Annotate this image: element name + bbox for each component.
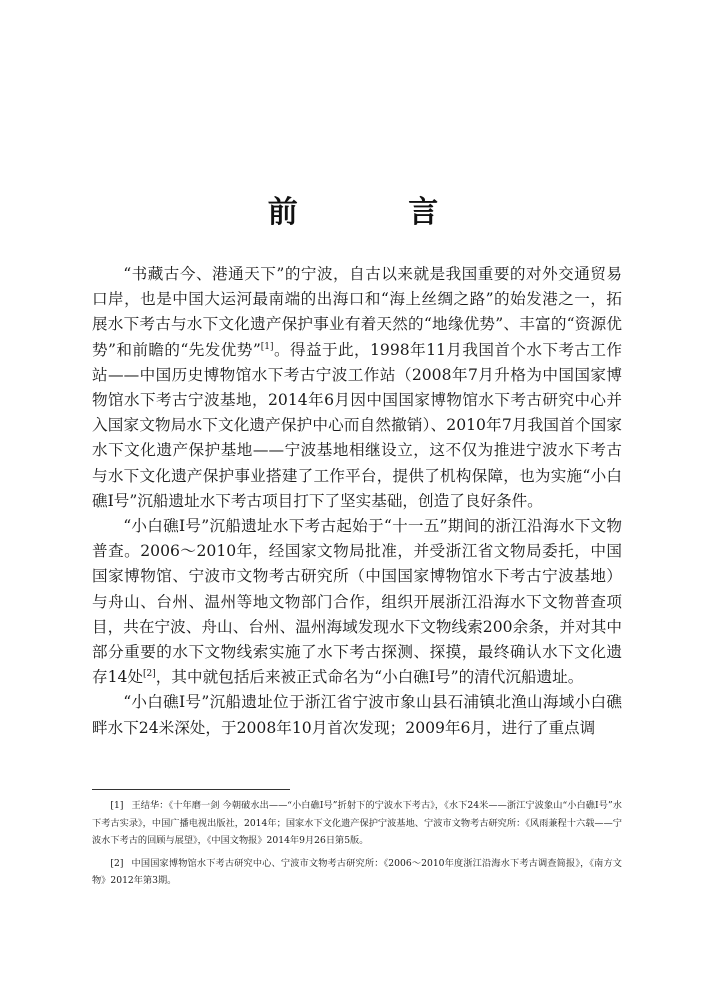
- paragraph-text: “小白礁Ⅰ号”沉船遗址位于浙江省宁波市象山县石浦镇北渔山海域小白礁畔水下24米深处，于2008年10月首次发现；2009年6月，进行了重点调: [92, 693, 622, 737]
- paragraph: [92, 514, 622, 690]
- paragraph-text: 。得益于此，1998年11月我国首个水下考古工作站——中国历史博物馆水下考古宁波工作站（2008年7月升格为中国国家博物馆水下考古宁波基地，2014年6月因中国国家博物馆水下考古研究中心并入国家文物局水下文化遗产保护中心而自然撤销）、2010年7月我国首个国家水下文化遗产保护基地——宁波基地相继设立，这不仅为推进宁波水下考古与水下文化遗产保护事业搭建了工作平台，提供了机构保障，也为实施“小白礁Ⅰ号”沉船遗址水下考古项目打下了坚实基础，创造了良好条件。: [92, 340, 622, 510]
- footnote-mark: [1]: [110, 800, 124, 811]
- paragraph-text: ，其中就包括后来被正式命名为“小白礁Ⅰ号”的清代沉船遗址。: [155, 668, 584, 687]
- footnotes: [92, 797, 622, 895]
- footnote-text: 王结华：《十年磨一剑 今朝破水出——“小白礁Ⅰ号”折射下的宁波水下考古》，《水下24米——浙江宁波象山“小白礁Ⅰ号”水下考古实录》，中国广播电视出版社，2014年；国家水下文化遗产保护宁波基地、宁波市文物考古研究所：《风雨兼程十六载——宁波水下考古的回顾与展望》，《中国文物报》2014年9月26日第5版。: [92, 800, 622, 846]
- paragraph: [92, 690, 622, 740]
- main-text: [92, 262, 622, 741]
- footnote-ref[interactable]: [2]: [143, 669, 156, 680]
- footnote-text: 中国国家博物馆水下考古研究中心、宁波市文物考古研究所：《2006～2010年度浙江沿海水下考古调查简报》，《南方文物》2012年第3期。: [92, 857, 622, 886]
- footnote-divider: [92, 789, 290, 790]
- paragraph-text: “小白礁Ⅰ号”沉船遗址水下考古起始于“十一五”期间的浙江沿海水下文物普查。2006～2010年，经国家文物局批准，并受浙江省文物局委托，中国国家博物馆、宁波市文物考古研究所（中国国家博物馆水下考古宁波基地）与舟山、台州、温州等地文物部门合作，组织开展浙江沿海水下文物普查项目，共在宁波、舟山、台州、温州海域发现水下文物线索200余条，并对其中部分重要的水下文物线索实施了水下考古探测、探摸，最终确认水下文化遗存14处: [92, 517, 622, 687]
- footnote: [92, 855, 622, 890]
- paragraph-text: “书藏古今、港通天下”的宁波，自古以来就是我国重要的对外交通贸易口岸，也是中国大运河最南端的出海口和“海上丝绸之路”的始发港之一，拓展水下考古与水下文化遗产保护事业有着天然的“地缘优势”、丰富的“资源优势”和前瞻的“先发优势”: [92, 265, 622, 359]
- page-title: 前 言: [267, 195, 489, 230]
- footnote-ref[interactable]: [1]: [260, 341, 274, 352]
- paragraph: [92, 262, 622, 514]
- footnote-mark: [2]: [110, 857, 124, 869]
- footnote: [92, 797, 622, 850]
